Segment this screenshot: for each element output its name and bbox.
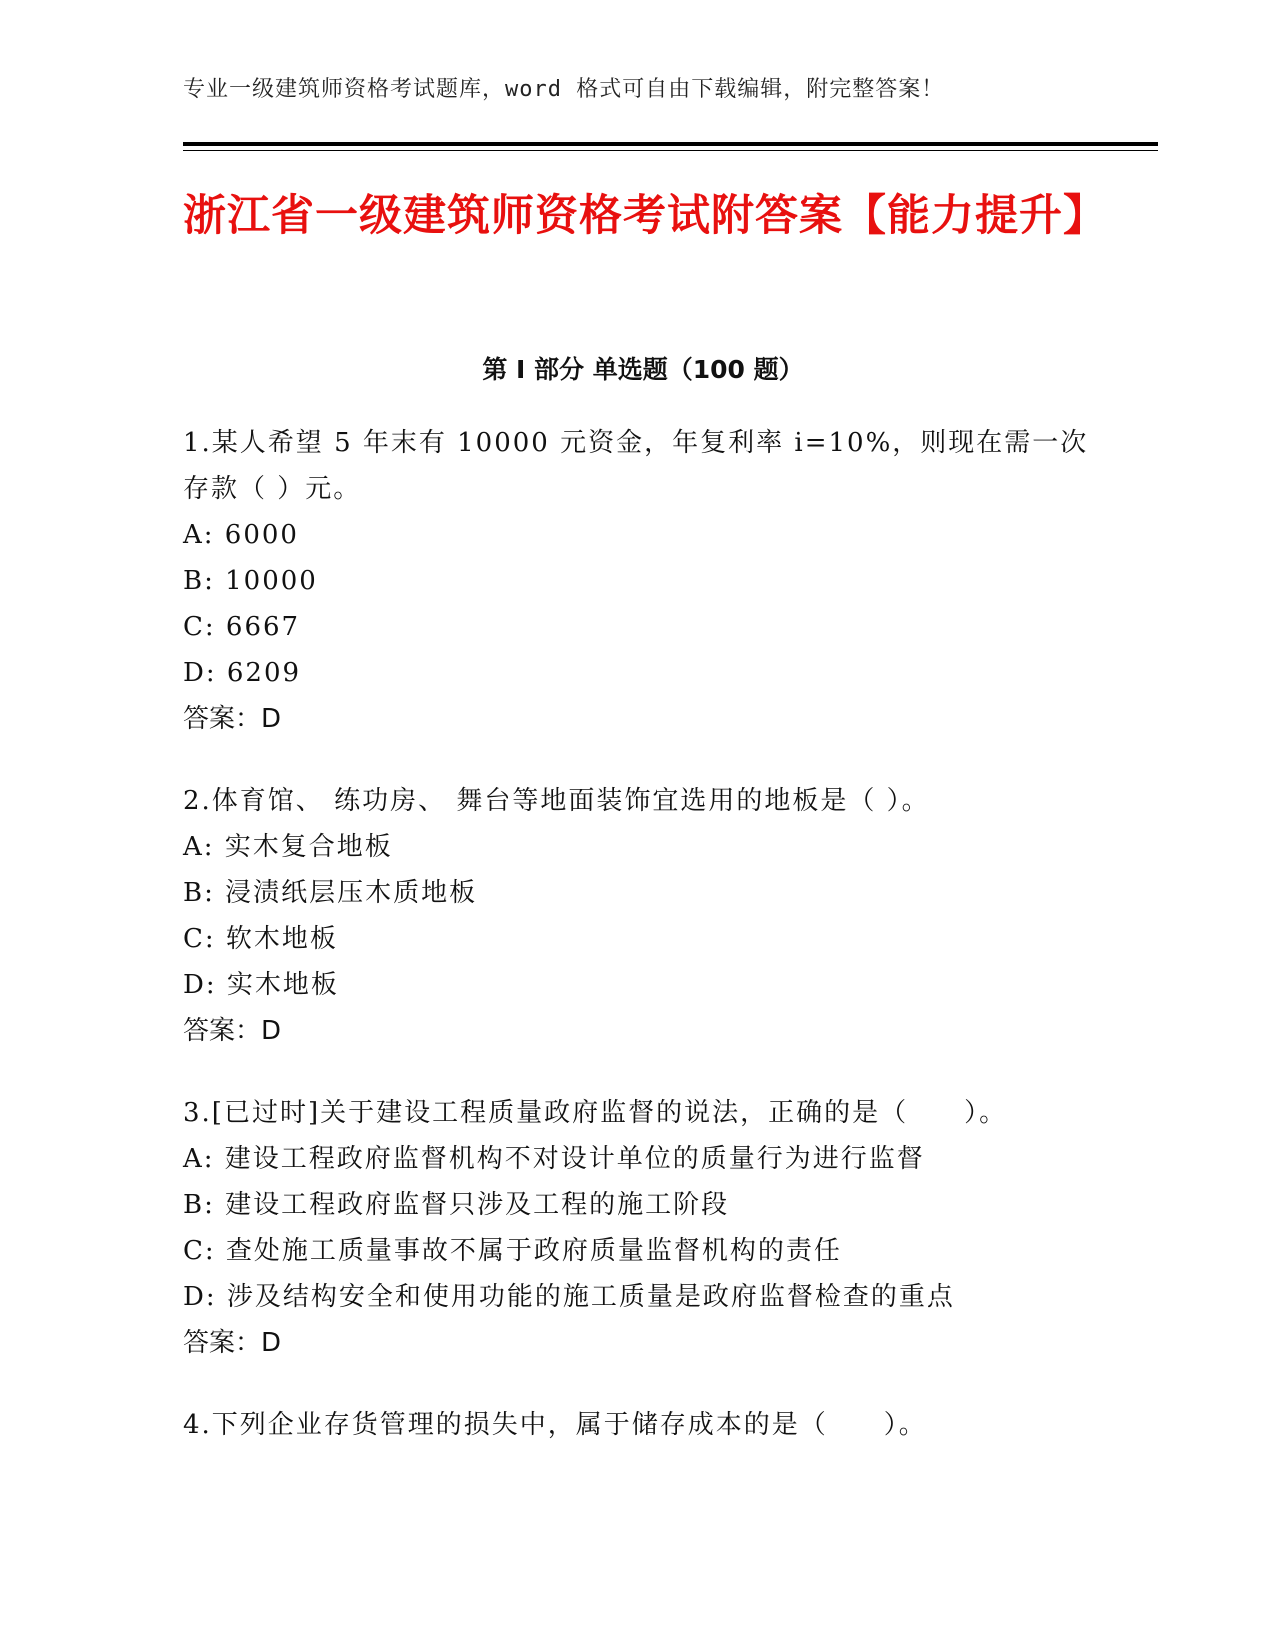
answer: 答案：D: [183, 704, 282, 734]
question-text: 3.[已过时]关于建设工程质量政府监督的说法，正确的是（ ）。: [183, 1098, 1008, 1128]
option-a: A: 6000: [183, 520, 299, 550]
question-2: [183, 778, 1103, 1054]
question-text: 2.体育馆、 练功房、 舞台等地面装饰宜选用的地板是（ ）。: [183, 786, 930, 816]
option-d: D: 6209: [183, 658, 302, 688]
option-c: C: 软木地板: [183, 924, 338, 954]
question-1: [183, 420, 1103, 742]
option-d: D: 实木地板: [183, 970, 339, 1000]
header-note: 专业一级建筑师资格考试题库，word 格式可自由下载编辑，附完整答案！: [183, 77, 945, 102]
option-a: A: 建设工程政府监督机构不对设计单位的质量行为进行监督: [183, 1144, 925, 1174]
option-b: B: 10000: [183, 566, 318, 596]
option-c: C: 6667: [183, 612, 301, 642]
document-title: 浙江省一级建筑师资格考试附答案【能力提升】: [183, 191, 1107, 241]
section-title: 第 I 部分 单选题（100 题）: [482, 355, 804, 384]
option-c: C: 查处施工质量事故不属于政府质量监督机构的责任: [183, 1236, 842, 1266]
question-text: 1.某人希望 5 年末有 10000 元资金，年复利率 i=10%，则现在需一次存款（ ）元。: [183, 428, 1089, 504]
question-4: [183, 1402, 1103, 1448]
option-b: B: 浸渍纸层压木质地板: [183, 878, 478, 908]
answer: 答案：D: [183, 1016, 282, 1046]
question-3: [183, 1090, 1103, 1366]
question-list: [183, 420, 1103, 1484]
option-b: B: 建设工程政府监督只涉及工程的施工阶段: [183, 1190, 730, 1220]
question-text: 4.下列企业存货管理的损失中，属于储存成本的是（ ）。: [183, 1410, 927, 1440]
option-d: D: 涉及结构安全和使用功能的施工质量是政府监督检查的重点: [183, 1282, 955, 1312]
option-a: A: 实木复合地板: [183, 832, 393, 862]
header-rule-thick: [183, 142, 1158, 146]
answer: 答案：D: [183, 1328, 282, 1358]
header-rule-thin: [183, 150, 1158, 151]
